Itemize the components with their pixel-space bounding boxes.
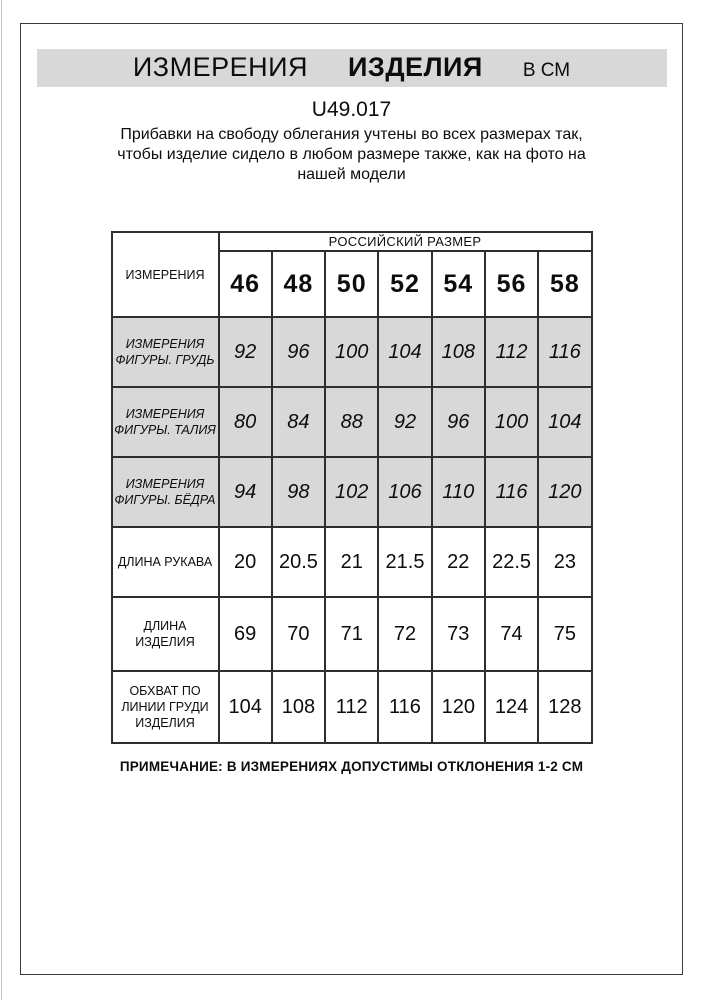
value-cell: 108 xyxy=(272,671,325,743)
table-row-item-length xyxy=(112,597,592,671)
title-units: В СМ xyxy=(522,60,571,81)
size-header-cell-52: 52 xyxy=(378,251,431,317)
value-cell: 100 xyxy=(485,387,538,457)
size-header-cell-48: 48 xyxy=(272,251,325,317)
value-cell: 84 xyxy=(272,387,325,457)
value-cell: 98 xyxy=(272,457,325,527)
row-label-sleeve-length: ДЛИНА РУКАВА xyxy=(112,527,219,597)
row-label-figure-hips: ИЗМЕРЕНИЯ ФИГУРЫ. БЁДРА xyxy=(112,457,219,527)
value-cell: 21 xyxy=(325,527,378,597)
value-cell: 104 xyxy=(378,317,431,387)
value-cell: 20 xyxy=(219,527,272,597)
article-code: U49.017 xyxy=(311,98,392,121)
note-text: ПРИМЕЧАНИЕ: В ИЗМЕРЕНИЯХ ДОПУСТИМЫ ОТКЛОНЕНИЯ 1-2 СМ xyxy=(119,759,584,774)
value-cell: 22.5 xyxy=(485,527,538,597)
size-header-cell-50: 50 xyxy=(325,251,378,317)
description-line-1: Прибавки на свободу облегания учтены во всех размерах так, xyxy=(120,126,583,143)
value-cell: 92 xyxy=(378,387,431,457)
value-cell: 92 xyxy=(219,317,272,387)
value-cell: 116 xyxy=(378,671,431,743)
value-cell: 73 xyxy=(432,597,485,671)
value-cell: 96 xyxy=(432,387,485,457)
value-cell: 116 xyxy=(485,457,538,527)
value-cell: 104 xyxy=(219,671,272,743)
value-cell: 120 xyxy=(432,671,485,743)
size-table xyxy=(111,231,593,744)
value-cell: 22 xyxy=(432,527,485,597)
size-header-cell-54: 54 xyxy=(432,251,485,317)
value-cell: 104 xyxy=(538,387,591,457)
value-cell: 96 xyxy=(272,317,325,387)
scan-edge-artifact xyxy=(1,0,2,1000)
row-label-figure-waist: ИЗМЕРЕНИЯ ФИГУРЫ. ТАЛИЯ xyxy=(112,387,219,457)
description-line-3: нашей модели xyxy=(297,166,406,183)
title-measurements: ИЗМЕРЕНИЯ xyxy=(132,52,308,82)
value-cell: 70 xyxy=(272,597,325,671)
size-group-header: РОССИЙСКИЙ РАЗМЕР xyxy=(219,232,592,251)
value-cell: 74 xyxy=(485,597,538,671)
row-label-item-chest-girth: ОБХВАТ ПО ЛИНИИ ГРУДИ ИЗДЕЛИЯ xyxy=(112,671,219,743)
value-cell: 71 xyxy=(325,597,378,671)
value-cell: 100 xyxy=(325,317,378,387)
value-cell: 94 xyxy=(219,457,272,527)
table-row-sleeve-length xyxy=(112,527,592,597)
value-cell: 112 xyxy=(485,317,538,387)
page-frame xyxy=(20,23,683,975)
row-label-figure-chest: ИЗМЕРЕНИЯ ФИГУРЫ. ГРУДЬ xyxy=(112,317,219,387)
table-row-figure-waist xyxy=(112,387,592,457)
size-header-cell-58: 58 xyxy=(538,251,591,317)
measurements-corner-cell: ИЗМЕРЕНИЯ xyxy=(112,232,219,317)
value-cell: 112 xyxy=(325,671,378,743)
value-cell: 20.5 xyxy=(272,527,325,597)
size-header-cell-46: 46 xyxy=(219,251,272,317)
table-row-item-chest-girth xyxy=(112,671,592,743)
value-cell: 80 xyxy=(219,387,272,457)
value-cell: 21.5 xyxy=(378,527,431,597)
table-row-figure-chest xyxy=(112,317,592,387)
size-header-cell-56: 56 xyxy=(485,251,538,317)
value-cell: 128 xyxy=(538,671,591,743)
value-cell: 72 xyxy=(378,597,431,671)
description xyxy=(21,125,682,185)
value-cell: 120 xyxy=(538,457,591,527)
value-cell: 23 xyxy=(538,527,591,597)
table-row-figure-hips xyxy=(112,457,592,527)
size-group-row xyxy=(112,232,592,251)
value-cell: 106 xyxy=(378,457,431,527)
title-banner xyxy=(37,49,667,87)
value-cell: 124 xyxy=(485,671,538,743)
value-cell: 75 xyxy=(538,597,591,671)
title-product: ИЗДЕЛИЯ xyxy=(348,52,483,82)
value-cell: 102 xyxy=(325,457,378,527)
value-cell: 88 xyxy=(325,387,378,457)
value-cell: 108 xyxy=(432,317,485,387)
row-label-item-length: ДЛИНА ИЗДЕЛИЯ xyxy=(112,597,219,671)
value-cell: 110 xyxy=(432,457,485,527)
value-cell: 69 xyxy=(219,597,272,671)
value-cell: 116 xyxy=(538,317,591,387)
description-line-2: чтобы изделие сидело в любом размере также, как на фото на xyxy=(117,146,586,163)
